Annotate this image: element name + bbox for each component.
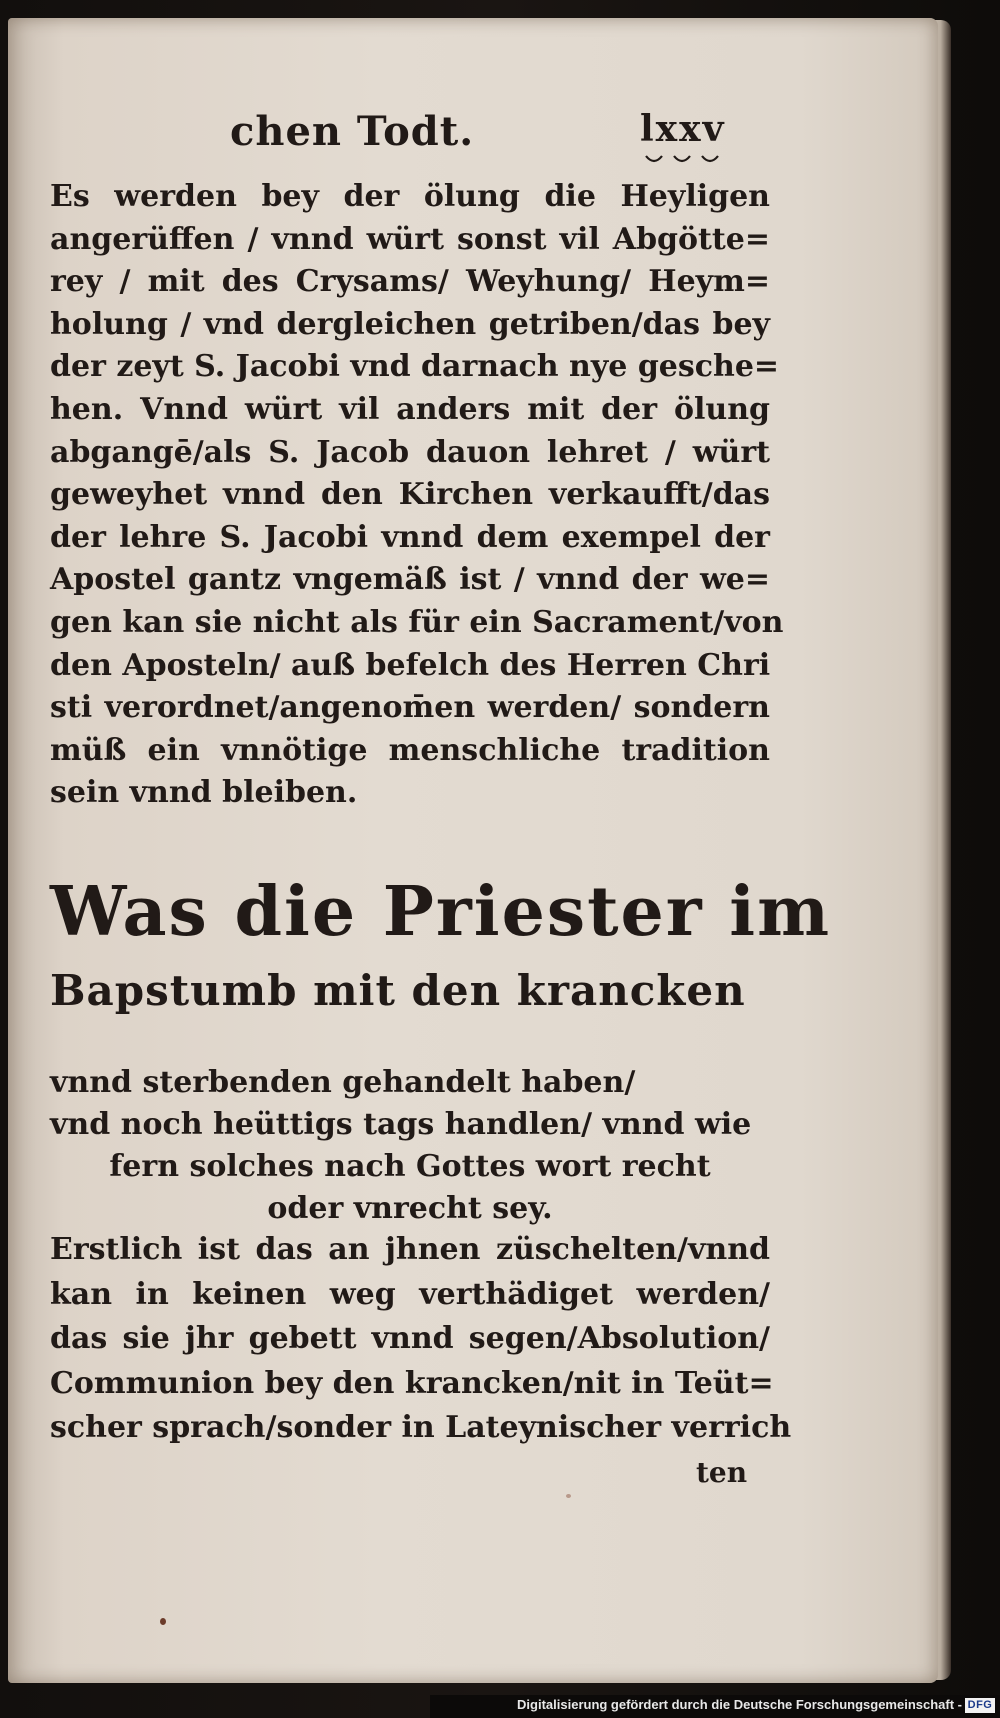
running-head: chen Todt. [230, 108, 475, 155]
body-paragraph-1 [50, 176, 784, 815]
text-line: scher sprach/sonder in Lateynischer verrich [50, 1410, 792, 1446]
heading-line: oder vnrecht sey. [267, 1191, 553, 1226]
text-line: den Aposteln/ auß befelch des Herren Chri [50, 647, 771, 683]
text-line: Apostel gantz vngemäß ist / vnnd der we= [50, 562, 770, 598]
section-heading-line-1: Was die Priester im [50, 872, 832, 952]
body-paragraph-2 [50, 1228, 792, 1451]
text-line: hen. Vnnd würt vil anders mit der ölung [50, 391, 770, 427]
heading-line: vnnd sterbenden gehandelt haben/ [50, 1065, 636, 1100]
heading-line: vnd noch heüttigs tags handlen/ vnnd wie [50, 1107, 752, 1142]
catchword: ten [696, 1456, 748, 1489]
folio-underline-marks [644, 154, 754, 166]
text-line: der zeyt S. Jacobi vnd darnach nye gesche= [50, 349, 780, 385]
text-line: gen kan sie nicht als für ein Sacrament/von [50, 604, 784, 640]
text-line: müß ein vnnötige menschliche tradition [50, 732, 770, 768]
book-page [8, 18, 938, 1683]
page-header [8, 108, 938, 158]
text-line: Communion bey den krancken/nit in Teüt= [50, 1365, 774, 1401]
paper-stain [566, 1494, 571, 1498]
dfg-logo: DFG [965, 1698, 995, 1713]
text-line: kan in keinen weg verthädiget werden/ [50, 1276, 770, 1312]
text-line: holung / vnd dergleichen getriben/das bey [50, 306, 770, 342]
paper-stain [160, 1618, 166, 1625]
text-line: der lehre S. Jacobi vnnd dem exempel der [50, 519, 770, 555]
text-line: Erstlich ist das an jhnen züschelten/vnnd [50, 1232, 770, 1267]
digitization-credit: Digitalisierung gefördert durch die Deutsche Forschungsgemeinschaft - [517, 1697, 962, 1712]
section-heading-subtitle [50, 1062, 770, 1230]
text-line: angerüffen / vnnd würt sonst vil Abgötte= [50, 221, 770, 257]
text-line: abgangē/als S. Jacob dauon lehret / würt [50, 434, 770, 470]
text-line: rey / mit des Crysams/ Weyhung/ Heym= [50, 264, 770, 300]
text-line: das sie jhr gebett vnnd segen/Absolution/ [50, 1321, 770, 1357]
text-line: Es werden bey der ölung die Heyligen [50, 179, 770, 214]
text-line: sein vnnd bleiben. [50, 775, 358, 811]
folio-number: lxxv [640, 108, 726, 150]
text-line: geweyhet vnnd den Kirchen verkaufft/das [50, 477, 770, 513]
text-line: sti verordnet/angenom̄en werden/ sondern [50, 690, 770, 726]
heading-line: fern solches nach Gottes wort recht [109, 1149, 711, 1184]
section-heading-line-2: Bapstumb mit den krancken [50, 966, 746, 1015]
